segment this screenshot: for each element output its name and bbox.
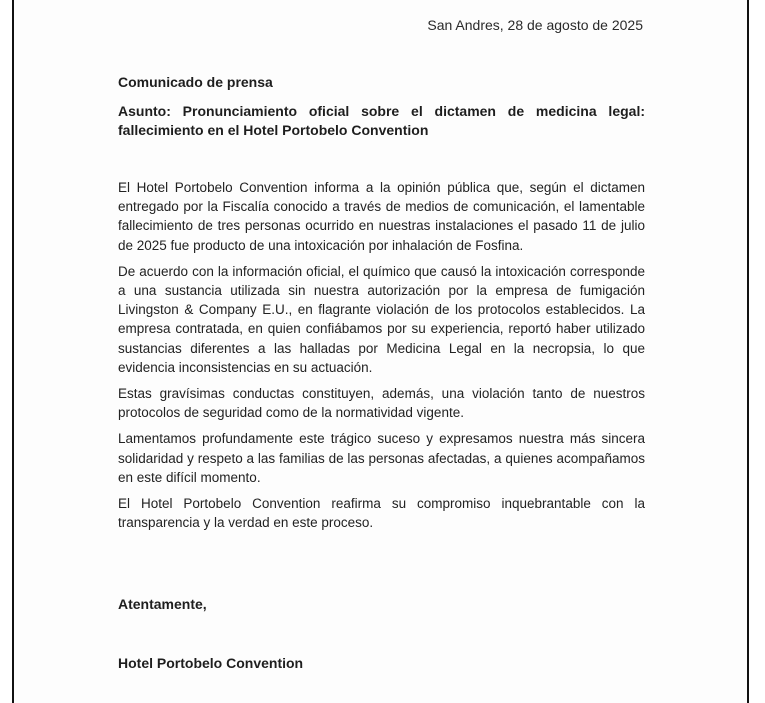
subject-line: Asunto: Pronunciamiento oficial sobre el dictamen de medicina legal: fallecimiento en el Hotel Portobelo Convention bbox=[118, 103, 645, 138]
letter-page bbox=[14, 0, 747, 703]
paragraph-4: Lamentamos profundamente este trágico suceso y expresamos nuestra más sincera solidaridad y respeto a las familias de las personas afectadas, a quienes acompañamos en este difícil momento. bbox=[118, 431, 645, 485]
paragraph-5: El Hotel Portobelo Convention reafirma su compromiso inquebrantable con la transparencia y la verdad en este proceso. bbox=[118, 496, 645, 531]
document-frame bbox=[12, 0, 749, 703]
date-line: San Andres, 28 de agosto de 2025 bbox=[427, 17, 643, 33]
paragraph-3: Estas gravísimas conductas constituyen, además, una violación tanto de nuestros protocolos de seguridad como de la normatividad vigente. bbox=[118, 386, 645, 421]
paragraph-1: El Hotel Portobelo Convention informa a la opinión pública que, según el dictamen entregado por la Fiscalía conocido a través de medios de comunicación, el lamentable fallecimiento de tres personas ocurrido en nuestras instalaciones el pasado 11 de julio de 2025 fue producto de una intoxicación por inhalación de Fosfina. bbox=[118, 180, 645, 253]
signature-name: Hotel Portobelo Convention bbox=[118, 655, 304, 671]
closing-salutation: Atentamente, bbox=[118, 596, 207, 612]
document-type: Comunicado de prensa bbox=[118, 74, 273, 90]
letter-body bbox=[118, 178, 645, 539]
paragraph-2: De acuerdo con la información oficial, el químico que causó la intoxicación corresponde a una sustancia utilizada sin nuestra autorización por la empresa de fumigación Livingston & Company E.U., en flagrante violación de los protocolos establecidos. La empresa contratada, en quien confiábamos por su experiencia, reportó haber utilizado sustancias diferentes a las halladas por Medicina Legal en la necropsia, lo que evidencia inconsistencias en su actuación. bbox=[118, 263, 645, 375]
